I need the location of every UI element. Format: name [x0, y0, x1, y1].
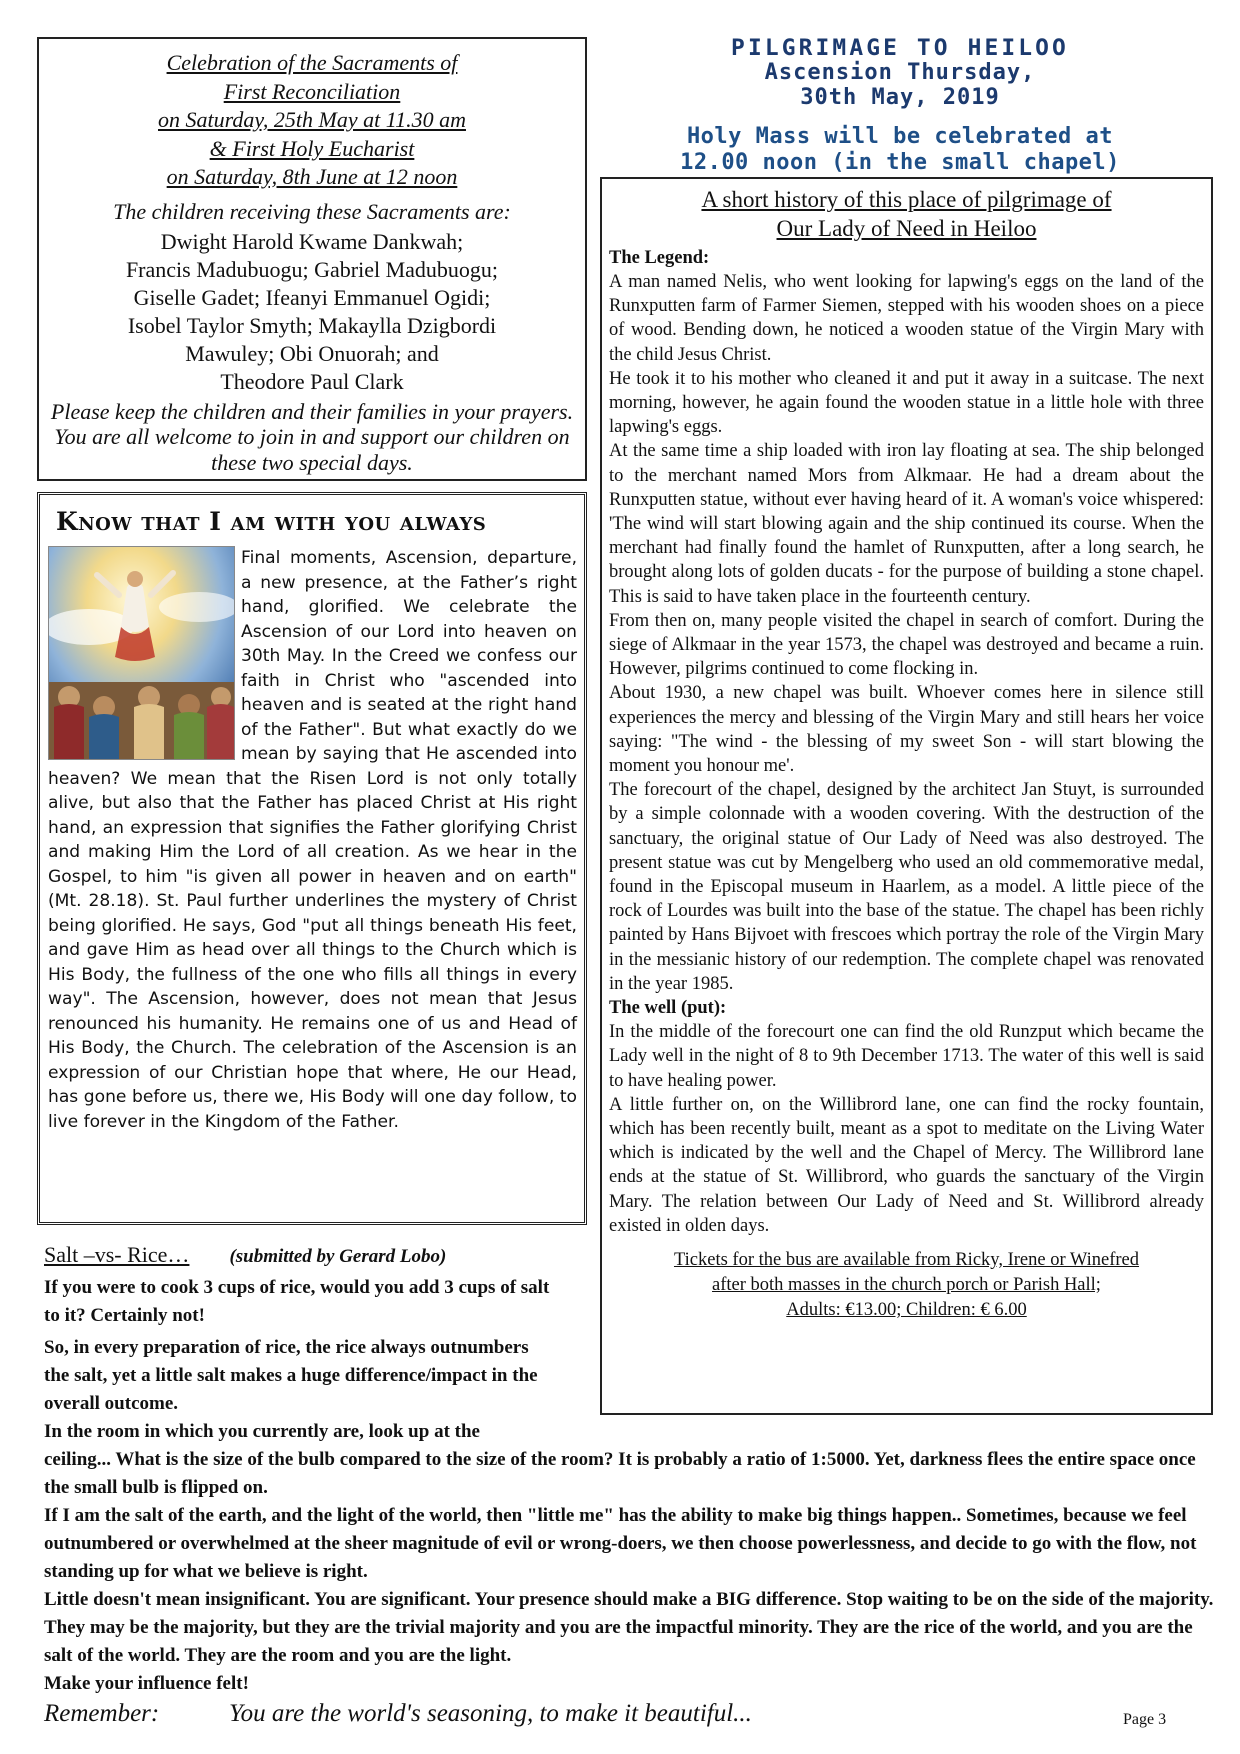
page-number: Page 3 [1123, 1711, 1167, 1728]
reflection-text: Final moments, Ascension, departure, a new presence, at the Father’s right hand, glorified. We celebrate the Ascension of our Lord into heaven on 30th May. In the Creed we confess our faith in Christ who "ascended into heaven and is seated at the right hand of the Father". But what exactly do we mean by saying that He ascended into heaven? We mean that the Risen Lord is not only totally alive, but also that the Father has placed Christ at His right hand, an expression that signifies the Father glorifying Christ and making Him the Lord of all creation. As we hear in the Gospel, to him "is given all power in heaven and on earth" (Mt. 28.18). St. Paul further underlines the mystery of Christ being glorified. He says, God "put all things beneath His feet, and gave Him as head over all things to the Church which is His Body, the fullness of the one who fills all things in every way". The Ascension, however, does not mean that Jesus renounced his humanity. He remains one of us and Head of His Body, the Church. The celebration of the Ascension is an expression of our Christian hope that where, He our Head, has gone before us, there we, His Body will one day follow, to live forever in the Kingdom of the Father. [48, 548, 577, 1132]
salt-article-credit: (submitted by Gerard Lobo) [229, 1246, 447, 1267]
sacraments-notice [37, 37, 587, 481]
mass-time-line: Holy Mass will be celebrated at [686, 124, 1114, 149]
well-paragraph: In the middle of the forecourt one can find the old Runzput which became the Lady well in the night of 8 to 9th December 1713. The water of this well is said to have healing power. [609, 1022, 1204, 1091]
child-names-line: Dwight Harold Kwame Dankwah; [160, 228, 464, 254]
legend-heading: The Legend: [609, 248, 710, 268]
ticket-prices: Adults: €13.00; Children: € 6.00 [786, 1299, 1027, 1320]
mass-time-line: 12.00 noon (in the small chapel) [680, 150, 1120, 175]
legend-paragraph: At the same time a ship loaded with iron lay floating at sea. The ship belonged to the merchant named Mors from Alkmaar. He had a dream about the Runxputten statue, without ever having heard of it. A woman's voice whispered: 'The wind will start blowing again and the ship continued its course. When the merchant had finally found the hamlet of Runxputten, after a long search, he brought along lots of golden ducats - for the purpose of building a stone chapel. This is said to have taken place in the fourteenth century. [609, 441, 1204, 607]
sacraments-heading-line: & First Holy Eucharist [209, 135, 415, 161]
legend-paragraph: A man named Nelis, who went looking for lapwing's eggs on the land of the Runxputten farm of Farmer Siemen, stepped with his wooden shoes on a piece of wood. Bending down, he noticed a wooden statue of the Virgin Mary with the child Jesus Christ. [609, 272, 1204, 365]
ascension-painting [48, 546, 235, 760]
salt-paragraph: ceiling... What is the size of the bulb compared to the size of the room? It is probably a ratio of 1:5000. Yet, darkness flees the entire space once the small bulb is flipped on. [44, 1449, 1196, 1498]
ascension-reflection [37, 492, 587, 1225]
well-paragraph: A little further on, on the Willibrord lane, one can find the rocky fountain, which has been recently built, meant as a spot to meditate on the Living Water which is indicated by the well and the Chapel of Mercy. The Willibrord lane ends at the statue of St. Willibrord, who guards the sanctuary of the Virgin Mary. The relation between Our Lady of Need and St. Willibrord already existed in olden days. [609, 1094, 1204, 1236]
history-title: A short history of this place of pilgrimage of [701, 187, 1112, 212]
reflection-title: Know that I am with you always [56, 507, 487, 536]
bus-tickets-line: after both masses in the church porch or Parish Hall; [712, 1274, 1101, 1295]
child-names-line: Isobel Taylor Smyth; Makaylla Dzigbordi [127, 312, 497, 338]
pilgrimage-title: PILGRIMAGE TO HEILOO [731, 36, 1069, 61]
well-heading: The well (put): [609, 998, 727, 1019]
salt-paragraph: If you were to cook 3 cups of rice, would you add 3 cups of salt to it? Certainly not! [44, 1277, 550, 1326]
history-title: Our Lady of Need in Heiloo [776, 216, 1037, 241]
sacraments-closing-note: Please keep the children and their families in your prayers. You are all welcome to join in and support our children on these two special days. [50, 398, 574, 475]
heiloo-history [600, 177, 1213, 1415]
pilgrimage-occasion: Ascension Thursday, [764, 60, 1036, 85]
child-names-line: Giselle Gadet; Ifeanyi Emmanuel Ogidi; [133, 284, 491, 310]
child-names-line: Mawuley; Obi Onuorah; and [185, 340, 439, 366]
child-names-line: Theodore Paul Clark [220, 368, 404, 394]
remember-text: You are the world's seasoning, to make it beautiful... [229, 1700, 752, 1727]
sacraments-intro: The children receiving these Sacraments are: [113, 198, 511, 224]
salt-paragraph: If I am the salt of the earth, and the light of the world, then "little me" has the ability to make big things happen.. Sometimes, because we feel outnumbered or overwhelmed at the sheer magnitude of evil or wrong-doers, we then choose powerlessness, and decide to go with the flow, not standing up for what we believe is right. [44, 1505, 1197, 1582]
remember-label: Remember: [44, 1700, 160, 1727]
salt-paragraph: Little doesn't mean insignificant. You are significant. Your presence should make a BIG difference. Stop waiting to be on the side of the majority. They may be the majority, but they are the trivial majority and you are the impactful minority. They are the rice of the world, and you are the salt of the world. They are the room and you are the light. [44, 1589, 1214, 1666]
legend-paragraph: The forecourt of the chapel, designed by the architect Jan Stuyt, is surrounded by a simple colonnade with a wooden covering. With the destruction of the sanctuary, the original statue of Our Lady of Need was also destroyed. The present statue was cut by Mengelberg who used an old commemorative medal, found in the Episcopal museum in Haarlem, as a model. A little piece of the rock of Lourdes was built into the base of the statue. The chapel has been richly painted by Hans Bijvoet with frescoes which portray the role of the Virgin Mary in the messianic history of our redemption. The complete chapel was renovated in the year 1985. [609, 780, 1204, 994]
pilgrimage-header [600, 38, 1200, 176]
salt-paragraph: In the room in which you currently are, look up at the [44, 1421, 480, 1442]
sacraments-heading-line: First Reconciliation [223, 78, 401, 104]
salt-paragraph: Make your influence felt! [44, 1673, 249, 1694]
bus-tickets-line: Tickets for the bus are available from Ricky, Irene or Winefred [673, 1249, 1140, 1270]
salt-paragraph: So, in every preparation of rice, the rice always outnumbers the salt, yet a little salt makes a huge difference/impact in the overall outcome. [44, 1337, 538, 1414]
sacraments-heading-line: on Saturday, 8th June at 12 noon [166, 164, 458, 189]
sacraments-heading-line: Celebration of the Sacraments of [166, 50, 458, 75]
salt-article-title: Salt –vs- Rice… [44, 1242, 190, 1267]
legend-paragraph: He took it to his mother who cleaned it and put it away in a suitcase. The next morning, however, he again found the wooden statue in a little hole with three lapwing's eggs. [609, 368, 1204, 438]
child-names-line: Francis Madubuogu; Gabriel Madubuogu; [125, 256, 499, 282]
pilgrimage-date: 30th May, 2019 [800, 85, 1000, 110]
legend-paragraph: About 1930, a new chapel was built. Whoever comes here in silence still experiences the mercy and blessing of the Virgin Mary and still hears her voice saying: "The wind - the blessing of my sweet Son - will start blowing the moment you honour me'. [609, 683, 1204, 777]
remember-line [44, 1700, 1214, 1728]
legend-paragraph: From then on, many people visited the chapel in search of comfort. During the siege of Alkmaar in the year 1573, the chapel was destroyed and became a ruin. However, pilgrims continued to come flocking in. [609, 610, 1204, 680]
sacraments-heading-line: on Saturday, 25th May at 11.30 am [158, 107, 466, 132]
